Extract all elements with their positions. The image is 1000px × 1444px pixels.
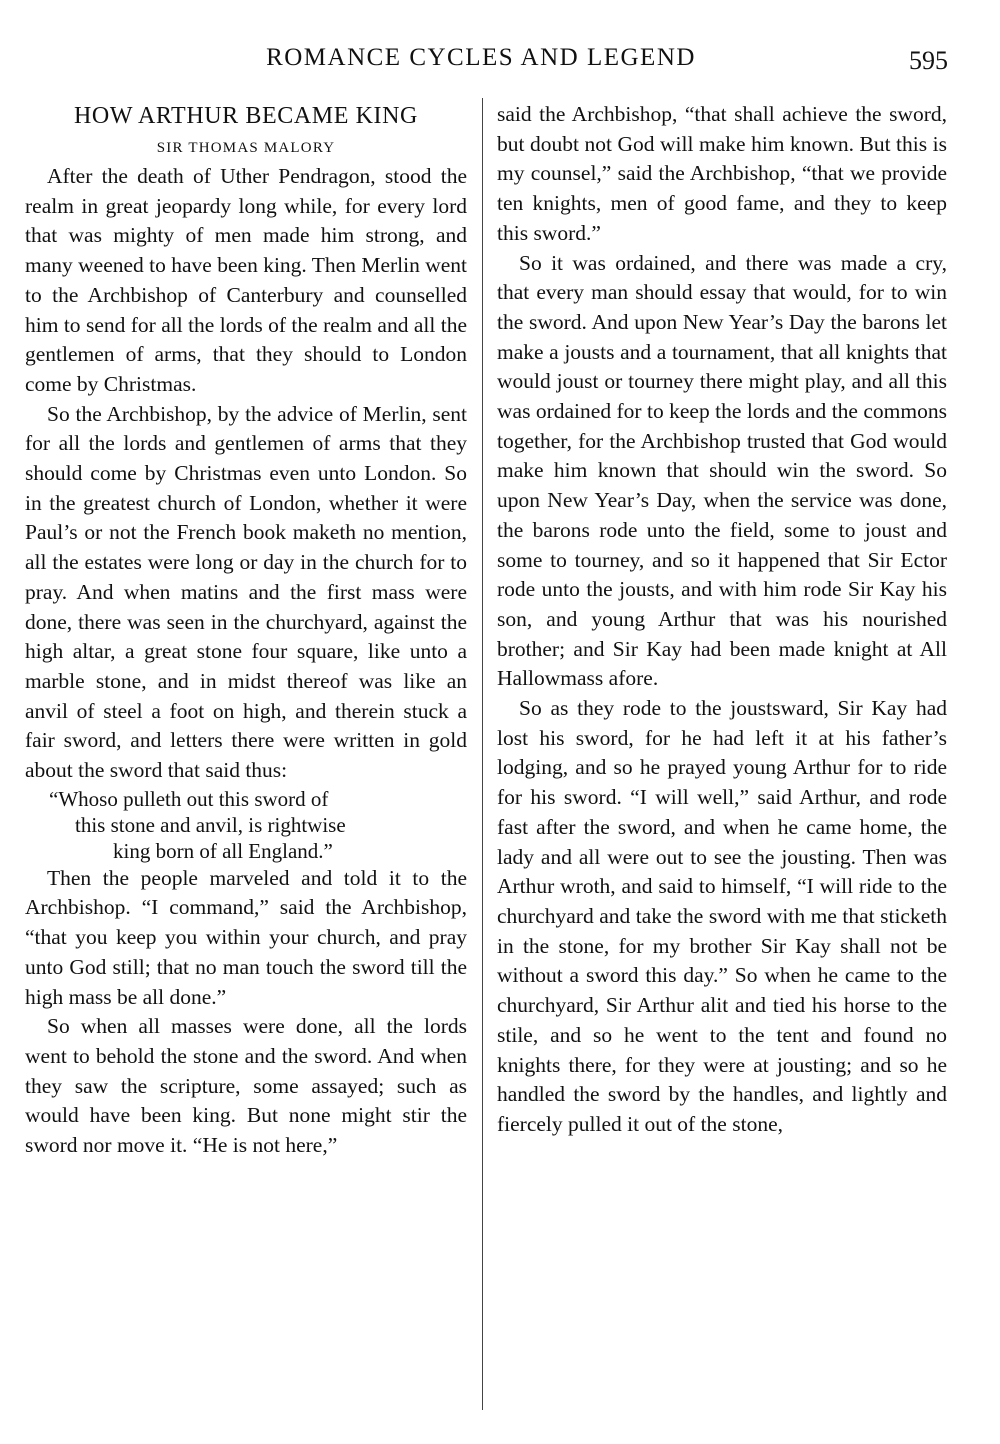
column-divider	[482, 98, 483, 1410]
paragraph-continuation: said the Archbishop, “that shall achieve the sword, but doubt not God will make him known. But this is my counsel,” said the Archbishop, “that we provide ten knights, men of good fame, and they to keep this sword.”	[497, 102, 947, 245]
paragraph: After the death of Uther Pendragon, stood the realm in great jeopardy long while, for every lord that was mighty of men made him strong, and many weened to have been king. Then Merlin went to the Archbishop of Canterbury and counselled him to send for all the lords of the realm and all the gentlemen of arms, that they should to London come by Christmas.	[25, 164, 468, 396]
sword-inscription-verse	[25, 786, 467, 864]
paragraph: Then the people marveled and told it to the Archbishop. “I command,” said the Archbishop, “that you keep you within your church, and pray unto God still; that no man touch the sword till the high mass be all done.”	[25, 865, 467, 1009]
author-byline: SIR THOMAS MALORY	[156, 140, 336, 156]
verse-line: “Whoso pulleth out this sword of	[49, 786, 329, 811]
verse-line: this stone and anvil, is rightwise	[75, 812, 346, 837]
article-title: HOW ARTHUR BECAME KING	[74, 103, 418, 129]
paragraph: So the Archbishop, by the advice of Merlin, sent for all the lords and gentlemen of arms that they should come by Christmas even unto London. So in the greatest church of London, whether it were Paul’s or not the French book maketh no mention, all the estates were long or day in the church for to pray. And when matins and the first mass were done, there was seen in the churchyard, against the high altar, a great stone four square, like unto a marble stone, and in midst thereof was like an anvil of steel a foot on high, and therein stuck a fair sword, and letters there were written in gold about the sword that said thus:	[25, 401, 467, 783]
left-column	[25, 100, 467, 1161]
page-number: 595	[909, 46, 948, 75]
running-header	[0, 44, 1000, 78]
paragraph: So it was ordained, and there was made a cry, that every man should essay that would, for to win the sword. And upon New Year’s Day the barons let make a jousts and a tournament, that all knights that would joust or tourney there might play, and all this was ordained for to keep the lords and the commons together, for the Archbishop trusted that God would make him known that should win the sword. So upon New Year’s Day, when the service was done, the barons rode unto the field, some to joust and some to tourney, and so it happened that Sir Ector rode unto the jousts, and with him rode Sir Kay his son, and young Arthur that was his nourished brother; and Sir Kay had been made knight at All Hallowmass afore.	[497, 250, 947, 691]
paragraph: So as they rode to the joustsward, Sir Kay had lost his sword, for he had left it at his father’s lodging, and so he prayed young Arthur for to ride for his sword. “I will well,” said Arthur, and rode fast after the sword, and when he came home, the lady and all were out to see the jousting. Then was Arthur wroth, and said to himself, “I will ride to the churchyard and take the sword with me that sticketh in the stone, for my brother Sir Kay shall not be without a sword this day.” So when he came to the churchyard, Sir Arthur alit and tied his horse to the stile, and so he went to the tent and found no knights there, for they were at jousting; and so he handled the sword by the handles, and lightly and fiercely pulled it out of the stone,	[497, 696, 947, 1136]
verse-line: king born of all England.”	[113, 838, 333, 863]
paragraph: So when all masses were done, all the lords went to behold the stone and the sword. And when they saw the scripture, some assayed; such as would have been king. But none might stir the sword nor move it. “He is not here,”	[25, 1014, 467, 1158]
running-title: ROMANCE CYCLES AND LEGEND	[266, 44, 696, 71]
right-column	[497, 100, 947, 1140]
